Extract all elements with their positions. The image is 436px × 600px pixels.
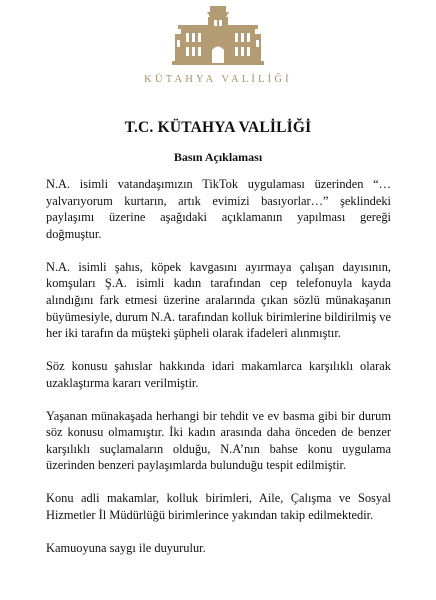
paragraph-6: Kamuoyuna saygı ile duyurulur. (46, 541, 206, 556)
paragraph-1: N.A. isimli vatandaşımızın TikTok uygulaması üzerinden “… yalvarıyorum kurtarın, artık evimizi basıyorlar…” şeklindeki paylaşımı üzerine aşağıdaki açıklamanın yapılması gereği doğmuştur. (46, 177, 391, 241)
paragraph-2: N.A. isimli şahıs, köpek kavgasını ayırmaya çalışan dayısının, komşuları Ş.A. isimli kadın tarafından cep telefonuyla kayda alındığını fark etmesi üzerine aralarında çıkan sözlü münakaşanın büyümesiyle, durum N.A. tarafından kolluk birimlerine bildirilmiş ve her iki tarafın da müşteki şüpheli olarak ifadeleri alınmıştır. (46, 259, 391, 341)
paragraph-4: Yaşanan münakaşada herhangi bir tehdit ve ev basma gibi bir durum söz konusu olmamıştır. İki kadın arasında daha önceden de benzer karşılıklı suçlamaların olduğu, N.A’nın bahse konu uygulama üzerinden benzeri paylaşımlarda bulunduğu tespit edilmiştir. (46, 408, 391, 473)
document-body (46, 176, 391, 573)
paragraph-5: Konu adli makamlar, kolluk birimleri, Aile, Çalışma ve Sosyal Hizmetler İl Müdürlüğü birimlerince yakından takip edilmektedir. (46, 491, 391, 523)
document-subtitle: Basın Açıklaması (173, 150, 263, 164)
document-title: T.C. KÜTAHYA VALİLİĞİ (124, 119, 312, 136)
paragraph-3: Söz konusu şahıslar hakkında idari makamlarca karşılıklı olarak uzaklaştırma kararı verilmiştir. (46, 359, 391, 390)
governorship-logo (0, 0, 436, 95)
building-emblem-icon (0, 0, 436, 75)
logo-wordmark: KÜTAHYA VALİLİĞİ (144, 74, 292, 85)
